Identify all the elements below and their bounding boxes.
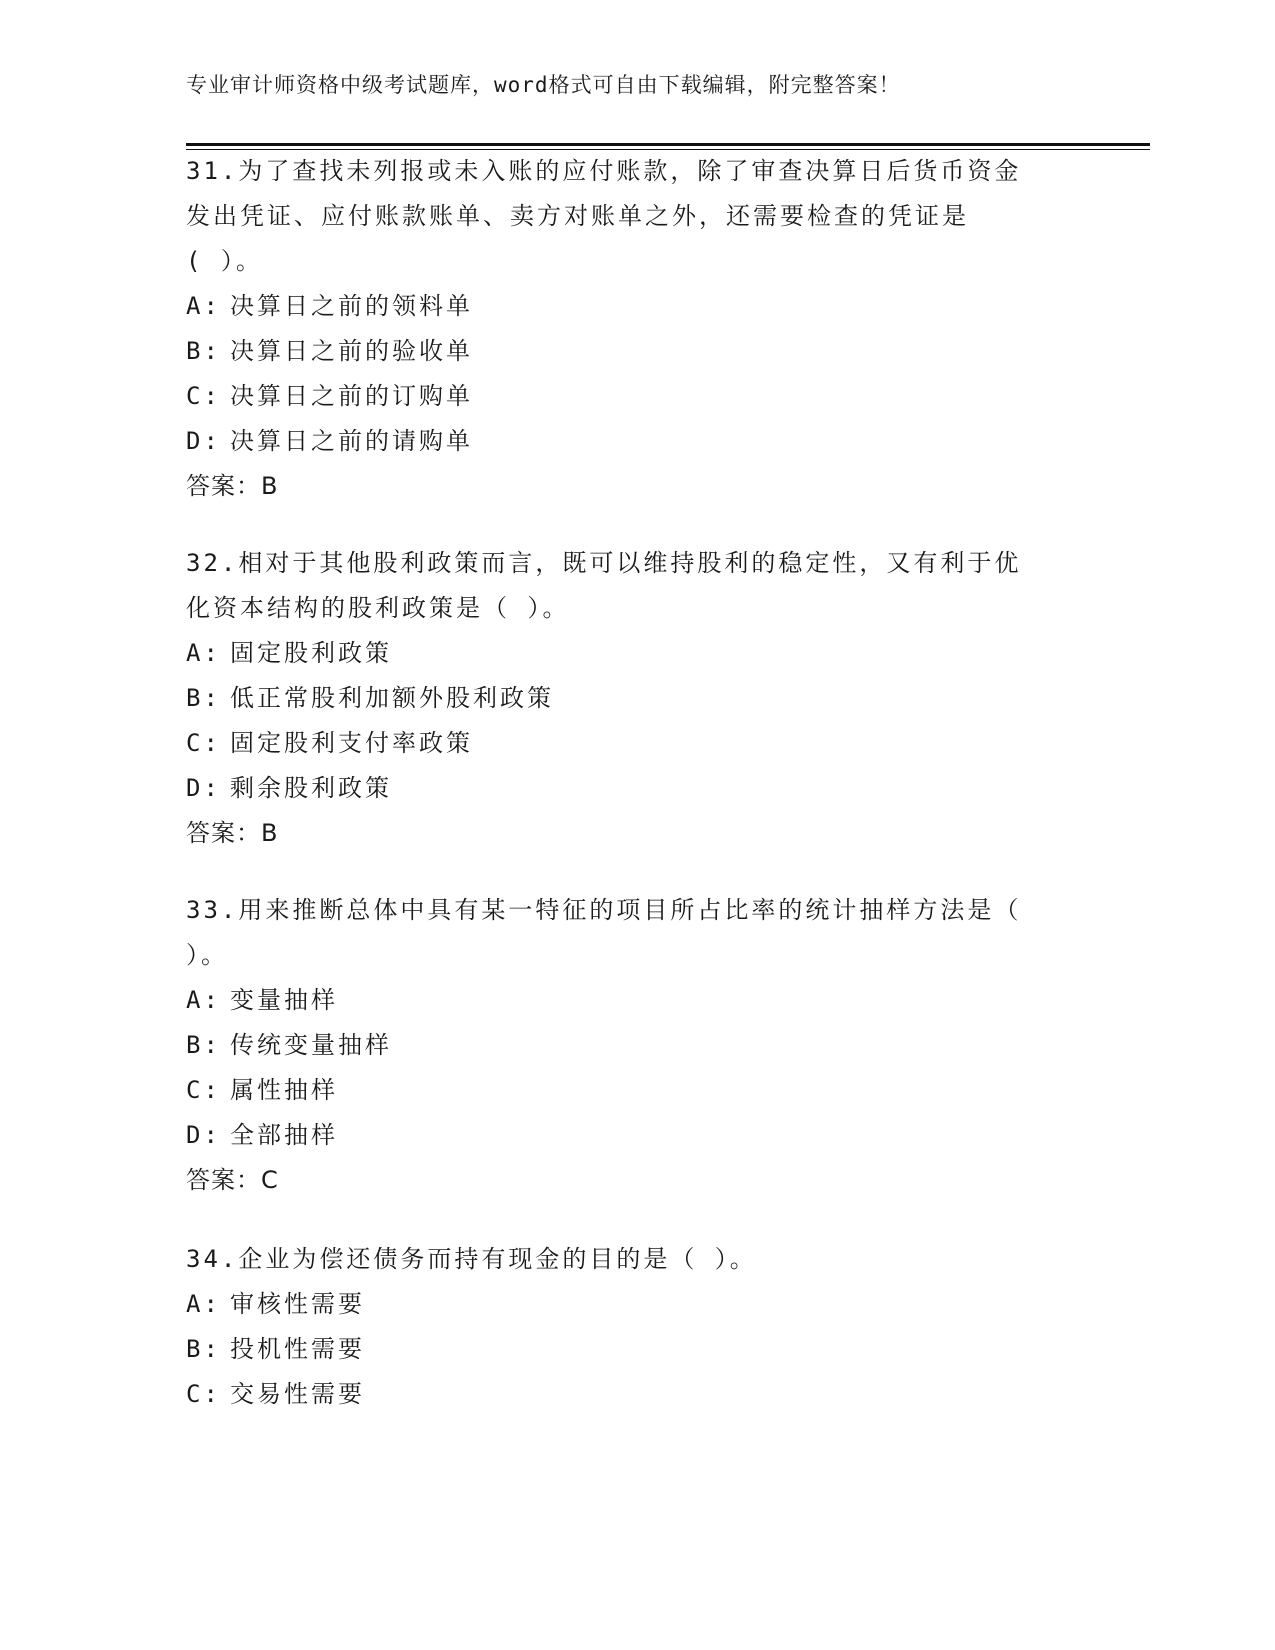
option-letter: D: <box>186 427 221 455</box>
question-32 <box>186 541 1086 856</box>
option-text: 决算日之前的请购单 <box>230 427 473 455</box>
option-letter: B: <box>186 684 221 712</box>
option-b <box>186 1327 1086 1372</box>
option-d <box>186 419 1086 464</box>
option-letter: D: <box>186 1121 221 1149</box>
question-stem-line: ）。 <box>186 941 228 969</box>
option-a <box>186 284 1086 329</box>
question-34 <box>186 1237 1086 1417</box>
option-letter: A: <box>186 292 221 320</box>
option-text: 属性抽样 <box>230 1076 338 1104</box>
option-d <box>186 766 1086 811</box>
option-text: 决算日之前的验收单 <box>230 337 473 365</box>
question-stem-line: 31.为了查找未列报或未入账的应付账款，除了审查决算日后货币资金 <box>186 157 1022 185</box>
option-a <box>186 978 1086 1023</box>
option-c <box>186 1372 1086 1417</box>
answer-text: 答案：C <box>186 1166 279 1194</box>
option-letter: A: <box>186 639 221 667</box>
option-text: 决算日之前的订购单 <box>230 382 473 410</box>
option-b <box>186 1023 1086 1068</box>
question-stem-line: ( ）。 <box>186 247 263 275</box>
question-31 <box>186 149 1086 509</box>
option-b <box>186 329 1086 374</box>
question-33 <box>186 888 1086 1203</box>
option-d <box>186 1113 1086 1158</box>
option-letter: B: <box>186 337 221 365</box>
option-text: 全部抽样 <box>230 1121 338 1149</box>
question-stem-line: 33.用来推断总体中具有某一特征的项目所占比率的统计抽样方法是（ <box>186 896 1022 924</box>
answer-text: 答案：B <box>186 819 279 847</box>
option-text: 低正常股利加额外股利政策 <box>230 684 554 712</box>
option-text: 投机性需要 <box>230 1335 365 1363</box>
option-a <box>186 1282 1086 1327</box>
question-stem-line: 化资本结构的股利政策是（ ）。 <box>186 594 570 622</box>
question-stem-line: 32.相对于其他股利政策而言，既可以维持股利的稳定性，又有利于优 <box>186 549 1022 577</box>
option-c <box>186 374 1086 419</box>
option-text: 传统变量抽样 <box>230 1031 392 1059</box>
option-letter: C: <box>186 729 221 757</box>
header-divider-thick <box>186 143 1150 146</box>
option-text: 固定股利支付率政策 <box>230 729 473 757</box>
option-letter: D: <box>186 774 221 802</box>
page-header: 专业审计师资格中级考试题库，word格式可自由下载编辑，附完整答案！ <box>186 73 901 97</box>
option-c <box>186 721 1086 766</box>
option-text: 交易性需要 <box>230 1380 365 1408</box>
option-letter: B: <box>186 1335 221 1363</box>
option-letter: C: <box>186 1076 221 1104</box>
option-text: 决算日之前的领料单 <box>230 292 473 320</box>
question-stem-line: 发出凭证、应付账款账单、卖方对账单之外，还需要检查的凭证是 <box>186 202 969 230</box>
option-letter: C: <box>186 382 221 410</box>
option-letter: C: <box>186 1380 221 1408</box>
question-stem-line: 34.企业为偿还债务而持有现金的目的是（ ）。 <box>186 1245 757 1273</box>
option-letter: A: <box>186 1290 221 1318</box>
option-text: 固定股利政策 <box>230 639 392 667</box>
option-letter: A: <box>186 986 221 1014</box>
option-a <box>186 631 1086 676</box>
answer-text: 答案：B <box>186 472 279 500</box>
option-letter: B: <box>186 1031 221 1059</box>
option-text: 审核性需要 <box>230 1290 365 1318</box>
option-b <box>186 676 1086 721</box>
option-text: 变量抽样 <box>230 986 338 1014</box>
option-c <box>186 1068 1086 1113</box>
option-text: 剩余股利政策 <box>230 774 392 802</box>
